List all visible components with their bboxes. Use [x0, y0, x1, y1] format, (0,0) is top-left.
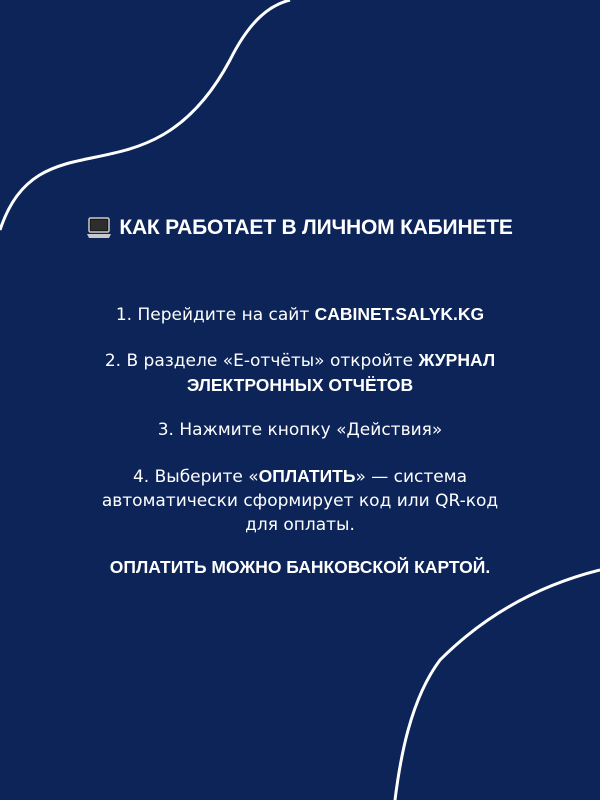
step-1-text: 1. Перейдите на сайт: [115, 305, 315, 325]
page-title: [0, 216, 600, 240]
step-4: [30, 464, 570, 537]
step-4-bold: ОПЛАТИТЬ: [258, 466, 356, 486]
step-3-text: 3. Нажмите кнопку «Действия»: [157, 420, 443, 440]
step-3: [30, 418, 570, 442]
step-2-bold-1: ЖУРНАЛ: [418, 350, 496, 370]
laptop-icon: [87, 217, 111, 239]
step-2: [30, 348, 570, 398]
footer-note: ОПЛАТИТЬ МОЖНО БАНКОВСКОЙ КАРТОЙ.: [109, 557, 491, 577]
step-2-text: 2. В разделе «Е-отчёты» откройте: [104, 351, 419, 371]
bottom-curve: [395, 570, 600, 800]
step-2-bold-2: ЭЛЕКТРОННЫХ ОТЧЁТОВ: [186, 375, 414, 395]
step-4-before: 4. Выберите «: [132, 467, 259, 487]
top-curve: [0, 0, 290, 230]
title-text: КАК РАБОТАЕТ В ЛИЧНОМ КАБИНЕТЕ: [119, 216, 513, 239]
step-4-line-3: для оплаты.: [245, 515, 355, 535]
step-1-link: CABINET.SALYK.KG: [314, 304, 485, 324]
step-4-after: » — система: [355, 467, 467, 487]
step-1: [30, 302, 570, 327]
step-4-line-2: автоматически сформирует код или QR-код: [101, 491, 499, 511]
